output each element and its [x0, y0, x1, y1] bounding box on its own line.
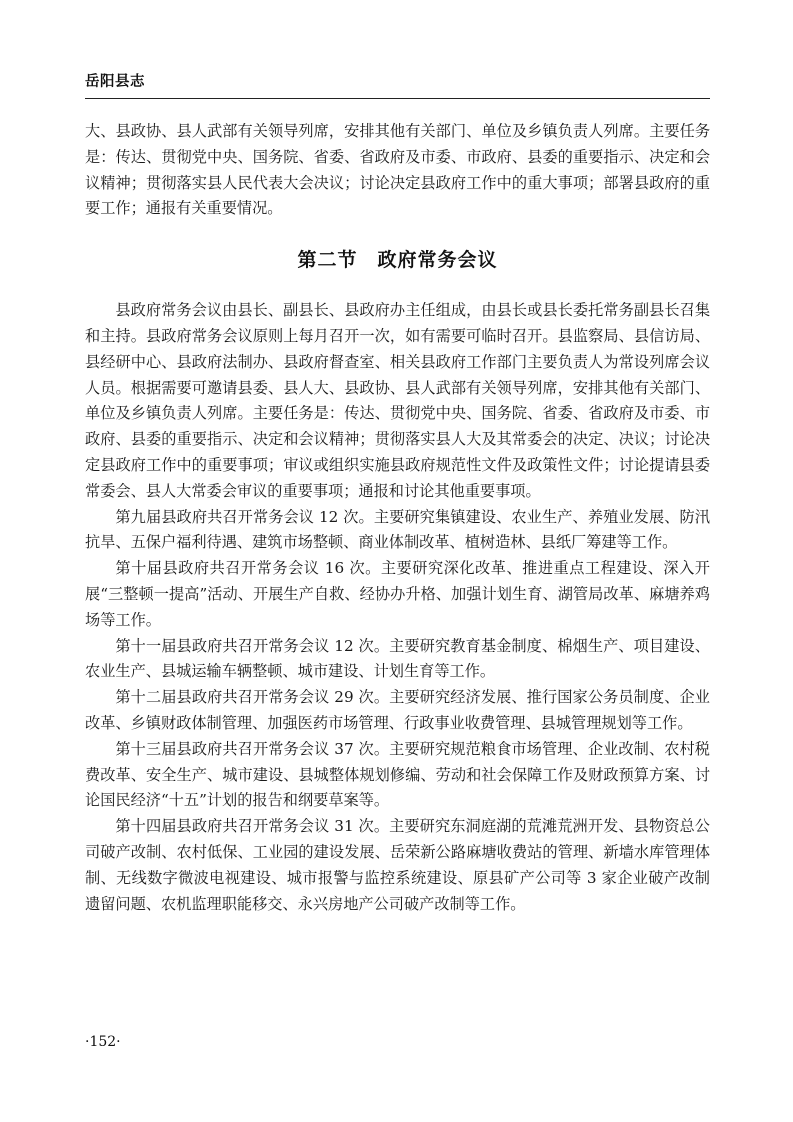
header-rule	[85, 98, 710, 99]
paragraph-ninth-term: 第九届县政府共召开常务会议 12 次。主要研究集镇建设、农业生产、养殖业发展、防汛抗旱、五保户福利待遇、建筑市场整顿、商业体制改革、植树造林、县纸厂筹建等工作。	[85, 507, 710, 552]
paragraph-eleventh-term: 第十一届县政府共召开常务会议 12 次。主要研究教育基金制度、棉烟生产、项目建设、农业生产、县城运输车辆整顿、城市建设、计划生育等工作。	[85, 636, 710, 681]
paragraph-fourteenth-term: 第十四届县政府共召开常务会议 31 次。主要研究东洞庭湖的荒滩荒洲开发、县物资总公司破产改制、农村低保、工业园的建设发展、岳荣新公路麻塘收费站的管理、新墙水库管理体制、无线数字微波电视建设、城市报警与监控系统建设、原县矿产公司等 3 家企业破产改制遗留问题、农机监理职能移交、永兴房地产公司破产改制等工作。	[85, 817, 710, 913]
paragraph-twelfth-term: 第十二届县政府共召开常务会议 29 次。主要研究经济发展、推行国家公务员制度、企业改革、乡镇财政体制管理、加强医药市场管理、行政事业收费管理、县城管理规划等工作。	[85, 688, 710, 732]
paragraph-standing-meeting-intro: 县政府常务会议由县长、副县长、县政府办主任组成，由县长或县长委托常务副县长召集和主持。县政府常务会议原则上每月召开一次，如有需要可临时召开。县监察局、县信访局、县经研中心、县政府法制办、县政府督查室、相关县政府工作部门主要负责人为常设列席会议人员。根据需要可邀请县委、县人大、县政协、县人武部有关领导列席，安排其他有关部门、单位及乡镇负责人列席。主要任务是：传达、贯彻党中央、国务院、省委、省政府及市委、市政府、县委的重要指示、决定和会议精神；贯彻落实县人大及其常委会的决定、决议；讨论决定县政府工作中的重要事项；审议或组织实施县政府规范性文件及政策性文件；讨论提请县委常委会、县人大常委会审议的重要事项；通报和讨论其他重要事项。	[85, 301, 710, 500]
page-number: ·152·	[85, 1034, 121, 1050]
paragraph-thirteenth-term: 第十三届县政府共召开常务会议 37 次。主要研究规范粮食市场管理、企业改制、农村税费改革、安全生产、城市建设、县城整体规划修编、劳动和社会保障工作及财政预算方案、讨论国民经济“十五”计划的报告和纲要草案等。	[85, 739, 710, 810]
continuation-paragraph: 大、县政协、县人武部有关领导列席，安排其他有关部门、单位及乡镇负责人列席。主要任务是：传达、贯彻党中央、国务院、省委、省政府及市委、市政府、县委的重要指示、决定和会议精神；贯彻落实县人民代表大会决议；讨论决定县政府工作中的重大事项；部署县政府的重要工作；通报有关重要情况。	[85, 122, 710, 218]
page-body	[85, 119, 710, 917]
running-title: 岳阳县志	[85, 74, 145, 90]
section-title: 第二节 政府常务会议	[297, 249, 498, 272]
paragraph-tenth-term: 第十届县政府共召开常务会议 16 次。主要研究深化改革、推进重点工程建设、深入开展“三整顿一提高”活动、开展生产自救、经协办升格、加强计划生育、湖管局改革、麻塘养鸡场等工作。	[85, 559, 710, 629]
